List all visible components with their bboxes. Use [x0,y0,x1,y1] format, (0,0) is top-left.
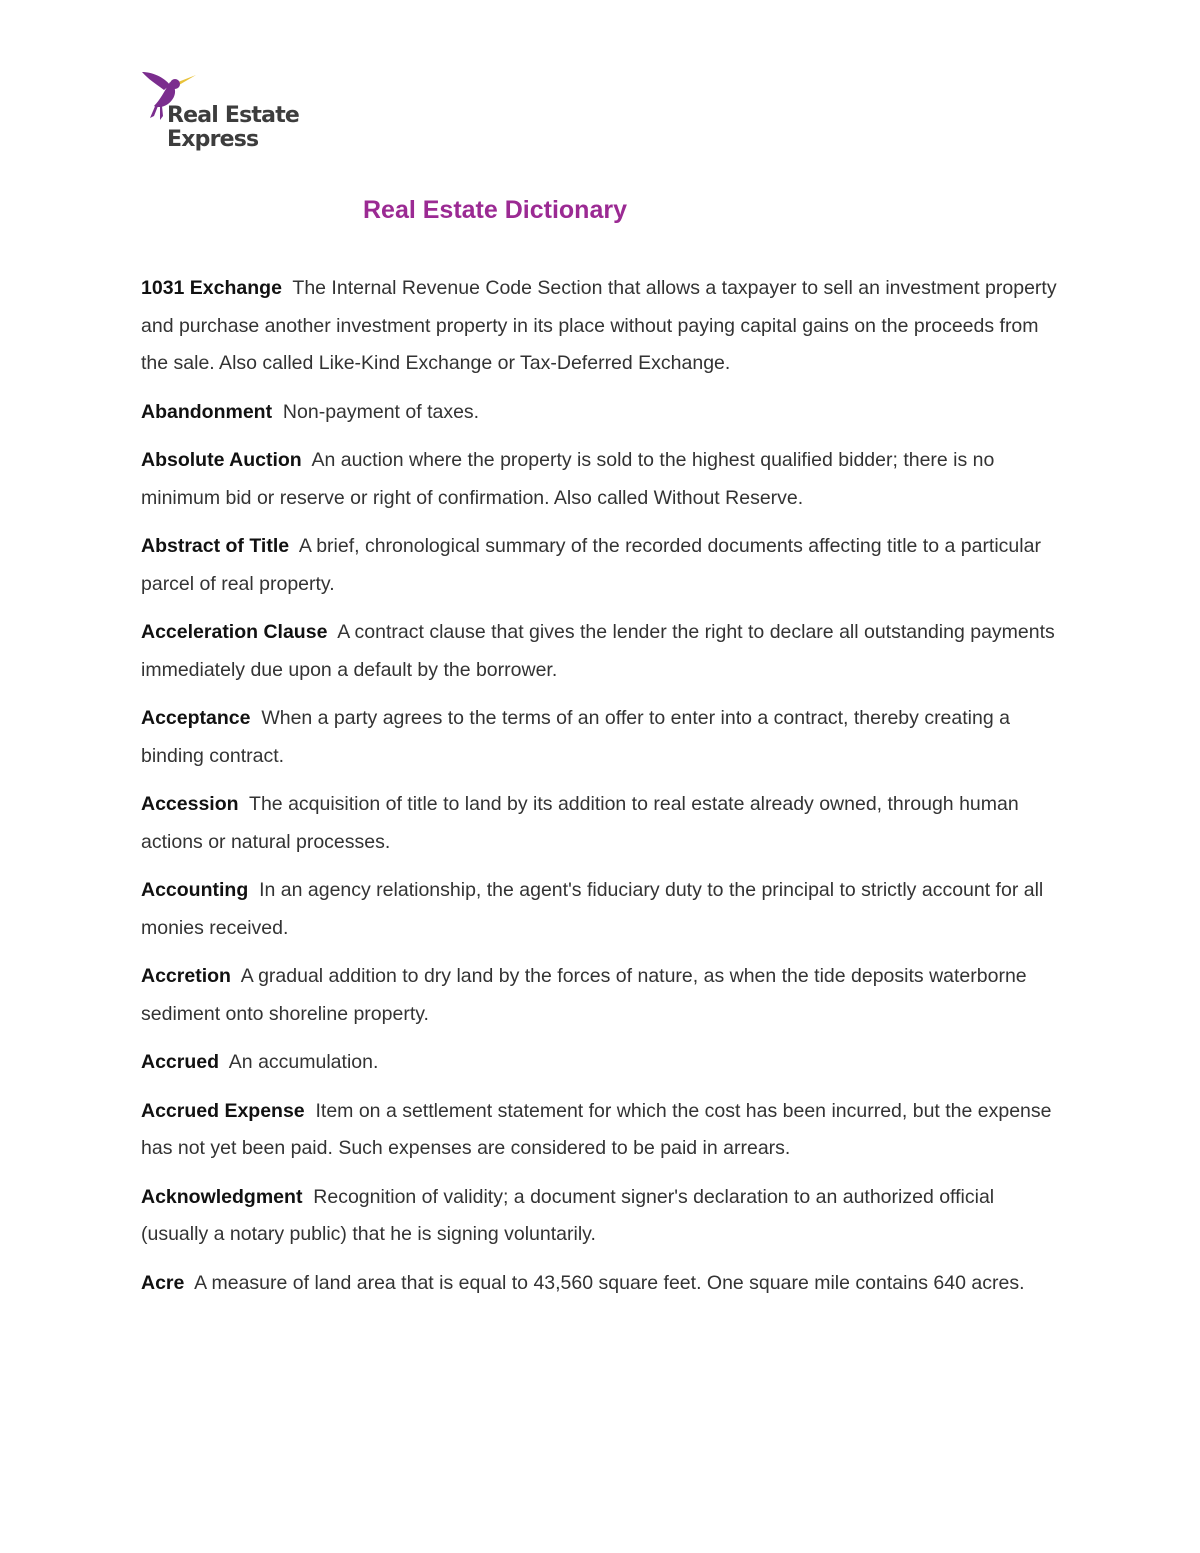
entry-term: 1031 Exchange [141,277,282,299]
dictionary-entry [141,786,1061,861]
entry-term: Absolute Auction [141,449,302,471]
entry-term: Acknowledgment [141,1185,303,1208]
dictionary-entry [141,394,1061,432]
entry-definition: A contract clause that gives the lender the right to declare all outstanding payments immediately due upon a default by the borrower. [141,621,1055,681]
dictionary-entry [141,614,1061,689]
entry-definition: When a party agrees to the terms of an offer to enter into a contract, thereby creating a binding contract. [141,707,1010,767]
logo-wordmark [167,104,299,152]
dictionary-entry [141,1265,1061,1303]
dictionary-entry [141,958,1061,1033]
entry-term: Abandonment [141,400,273,423]
entry-definition: An accumulation. [228,1051,379,1073]
entry-term: Acceleration Clause [141,621,328,643]
entry-definition: In an agency relationship, the agent's fiduciary duty to the principal to strictly account for all monies received. [141,879,1044,939]
entry-term: Accretion [141,965,231,987]
dictionary-entry [141,700,1061,775]
entry-term: Accrued [141,1051,220,1073]
entry-definition: An auction where the property is sold to the highest qualified bidder; there is no minimum bid or reserve or right of confirmation. Also called Without Reserve. [141,449,995,509]
dictionary-entry [141,1044,1061,1082]
dictionary-entry [141,1093,1061,1168]
entry-definition: A brief, chronological summary of the recorded documents affecting title to a particular parcel of real property. [141,535,1041,595]
entry-definition: A gradual addition to dry land by the forces of nature, as when the tide deposits waterborne sediment onto shoreline property. [141,965,1027,1025]
entry-definition: A measure of land area that is equal to 43,560 square feet. One square mile contains 640 acres. [194,1271,1025,1294]
dictionary-entry [141,1179,1061,1254]
dictionary-entry [141,270,1061,383]
entry-definition: The acquisition of title to land by its addition to real estate already owned, through human actions or natural processes. [141,793,1019,853]
company-logo [140,68,310,158]
entry-definition: Non-payment of taxes. [282,400,480,423]
entry-term: Acceptance [141,707,251,729]
dictionary-entry [141,528,1061,603]
logo-line-2: Express [167,127,259,152]
dictionary-entry [141,872,1061,947]
entry-term: Accounting [141,879,249,901]
entry-term: Accrued Expense [141,1099,305,1122]
entry-definition: Item on a settlement statement for which the cost has been incurred, but the expense has not yet been paid. Such expenses are considered to be paid in arrears. [141,1099,1052,1159]
entry-term: Abstract of Title [141,535,290,557]
entry-term: Acre [141,1271,185,1294]
dictionary-entry [141,442,1061,517]
entry-definition: The Internal Revenue Code Section that allows a taxpayer to sell an investment property and purchase another investment property in its place without paying capital gains on the proceeds from the sale. Also called Like-Kind Exchange or Tax-Deferred Exchange. [141,277,1057,374]
entry-term: Accession [141,793,239,815]
dictionary-entries [141,270,1061,1313]
entry-definition: Recognition of validity; a document signer's declaration to an authorized official (usually a notary public) that he is signing voluntarily. [141,1185,995,1245]
logo-line-1: Real Estate [167,103,300,128]
page-title: Real Estate Dictionary [363,196,627,224]
